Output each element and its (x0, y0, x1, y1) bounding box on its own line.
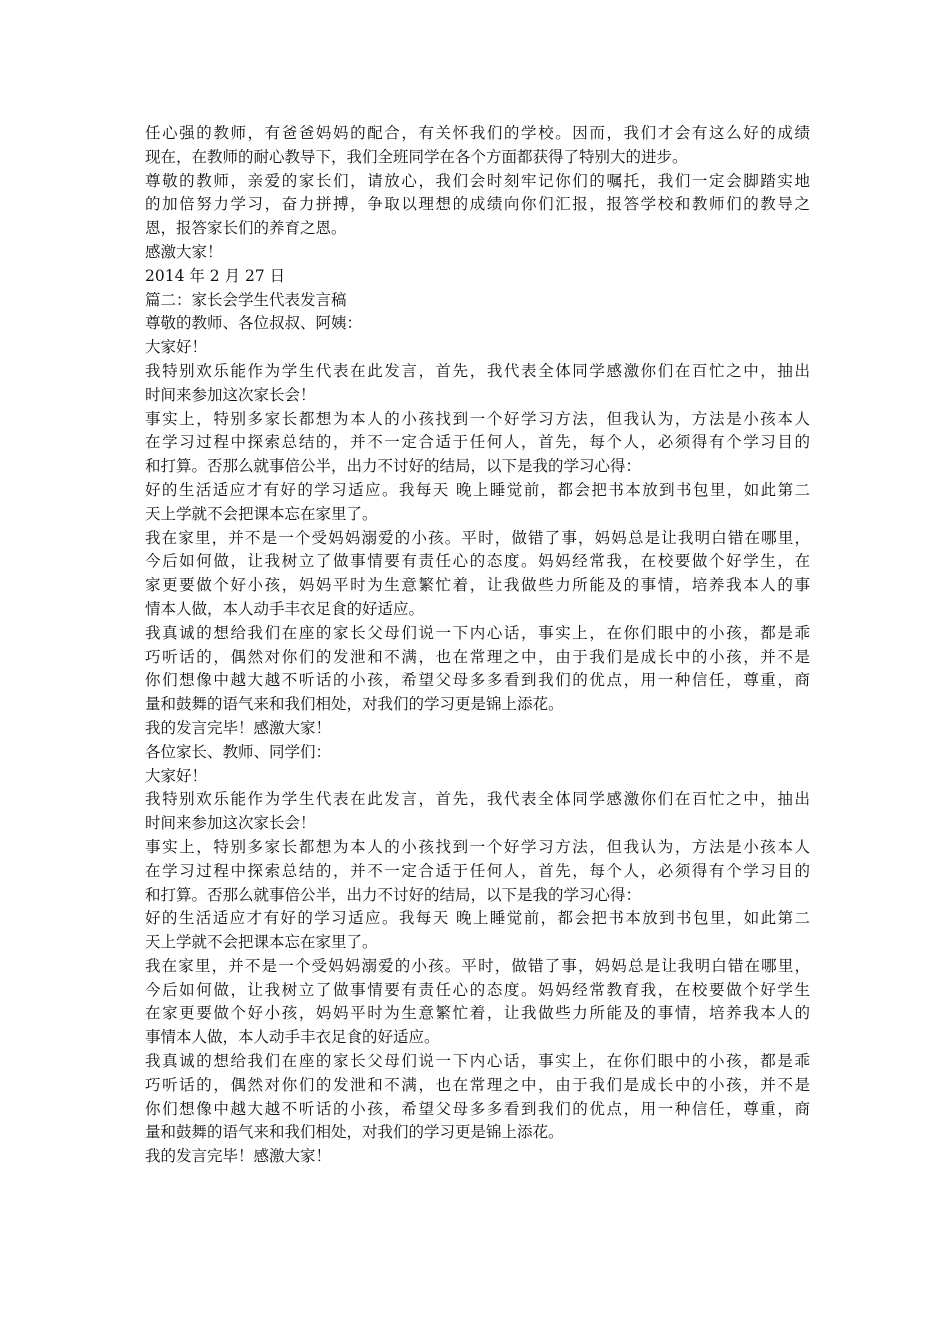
text-line: 天上学就不会把课本忘在家里了。 (145, 933, 378, 952)
text-line: 你们想像中越大越不听话的小孩，希望父母多多看到我们的优点，用一种信任，尊重，商 (145, 1099, 810, 1118)
text-line: 我的发言完毕！感激大家！ (145, 1147, 332, 1166)
text-line: 大家好！ (145, 338, 208, 357)
text-line: 在学习过程中探索总结的，并不一定合适于任何人，首先，每个人，必须得有个学习目的 (145, 861, 810, 880)
text-line: 在家更要做个好小孩，妈妈平时为生意繁忙着，让我做些力所能及的事情，培养我本人的 (145, 1004, 810, 1023)
text-line: 事实上，特别多家长都想为本人的小孩找到一个好学习方法，但我认为，方法是小孩本人 (145, 837, 810, 856)
text-line: 好的生活适应才有好的学习适应。我每天 晚上睡觉前，都会把书本放到书包里，如此第二 (145, 480, 810, 499)
text-line: 我的发言完毕！感激大家！ (145, 718, 332, 737)
text-line: 巧听话的，偶然对你们的发泄和不满，也在常理之中，由于我们是成长中的小孩，并不是 (145, 647, 810, 666)
section-heading: 篇二：家长会学生代表发言稿 (145, 290, 347, 309)
text-line: 量和鼓舞的语气来和我们相处，对我们的学习更是锦上添花。 (145, 1123, 564, 1142)
text-line: 的加倍努力学习，奋力拼搏，争取以理想的成绩向你们汇报，报答学校和教师们的教导之 (145, 195, 810, 214)
text-line: 时间来参加这次家长会！ (145, 814, 316, 833)
text-line: 天上学就不会把课本忘在家里了。 (145, 504, 378, 523)
text-line: 各位家长、教师、同学们： (145, 742, 332, 761)
text-line: 我特别欢乐能作为学生代表在此发言，首先，我代表全体同学感激你们在百忙之中，抽出 (145, 790, 810, 809)
text-line: 家更要做个好小孩，妈妈平时为生意繁忙着，让我做些力所能及的事情，培养我本人的事 (145, 576, 810, 595)
text-line: 事情本人做，本人动手丰衣足食的好适应。 (145, 1028, 440, 1047)
text-line: 我在家里，并不是一个受妈妈溺爱的小孩。平时，做错了事，妈妈总是让我明白错在哪里， (145, 956, 810, 975)
date-line: 2014 年 2 月 27 日 (145, 266, 286, 285)
text-line: 大家好！ (145, 766, 208, 785)
text-line: 和打算。否那么就事倍公半，出力不讨好的结局，以下是我的学习心得： (145, 885, 642, 904)
text-line: 时间来参加这次家长会！ (145, 385, 316, 404)
text-line: 我在家里，并不是一个受妈妈溺爱的小孩。平时，做错了事，妈妈总是让我明白错在哪里， (145, 528, 810, 547)
document-body (145, 122, 810, 1169)
text-line: 量和鼓舞的语气来和我们相处，对我们的学习更是锦上添花。 (145, 695, 564, 714)
text-line: 今后如何做，让我树立了做事情要有责任心的态度。妈妈经常教育我，在校要做个好学生 (145, 980, 810, 999)
text-line: 尊敬的教师，亲爱的家长们，请放心，我们会时刻牢记你们的嘱托，我们一定会脚踏实地 (145, 171, 810, 190)
text-line: 尊敬的教师、各位叔叔、阿姨： (145, 314, 363, 333)
text-line: 好的生活适应才有好的学习适应。我每天 晚上睡觉前，都会把书本放到书包里，如此第二 (145, 909, 810, 928)
text-line: 我真诚的想给我们在座的家长父母们说一下内心话，事实上，在你们眼中的小孩，都是乖 (145, 623, 810, 642)
text-line: 事实上，特别多家长都想为本人的小孩找到一个好学习方法，但我认为，方法是小孩本人 (145, 409, 810, 428)
text-line: 感激大家！ (145, 242, 223, 261)
text-line: 任心强的教师，有爸爸妈妈的配合，有关怀我们的学校。因而，我们才会有这么好的成绩 (145, 124, 810, 142)
text-line: 在学习过程中探索总结的，并不一定合适于任何人，首先，每个人，必须得有个学习目的 (145, 433, 810, 452)
text-line: 情本人做，本人动手丰衣足食的好适应。 (145, 599, 425, 618)
text-line: 我特别欢乐能作为学生代表在此发言，首先，我代表全体同学感激你们在百忙之中，抽出 (145, 361, 810, 380)
text-line: 现在，在教师的耐心教导下，我们全班同学在各个方面都获得了特别大的进步。 (145, 147, 688, 166)
text-line: 你们想像中越大越不听话的小孩，希望父母多多看到我们的优点，用一种信任，尊重，商 (145, 671, 810, 690)
text-line: 今后如何做，让我树立了做事情要有责任心的态度。妈妈经常我，在校要做个好学生，在 (145, 552, 810, 571)
text-line: 和打算。否那么就事倍公半，出力不讨好的结局，以下是我的学习心得： (145, 457, 642, 476)
text-line: 我真诚的想给我们在座的家长父母们说一下内心话，事实上，在你们眼中的小孩，都是乖 (145, 1052, 810, 1071)
text-line: 巧听话的，偶然对你们的发泄和不满，也在常理之中，由于我们是成长中的小孩，并不是 (145, 1075, 810, 1094)
text-line: 恩，报答家长们的养育之恩。 (145, 219, 347, 238)
